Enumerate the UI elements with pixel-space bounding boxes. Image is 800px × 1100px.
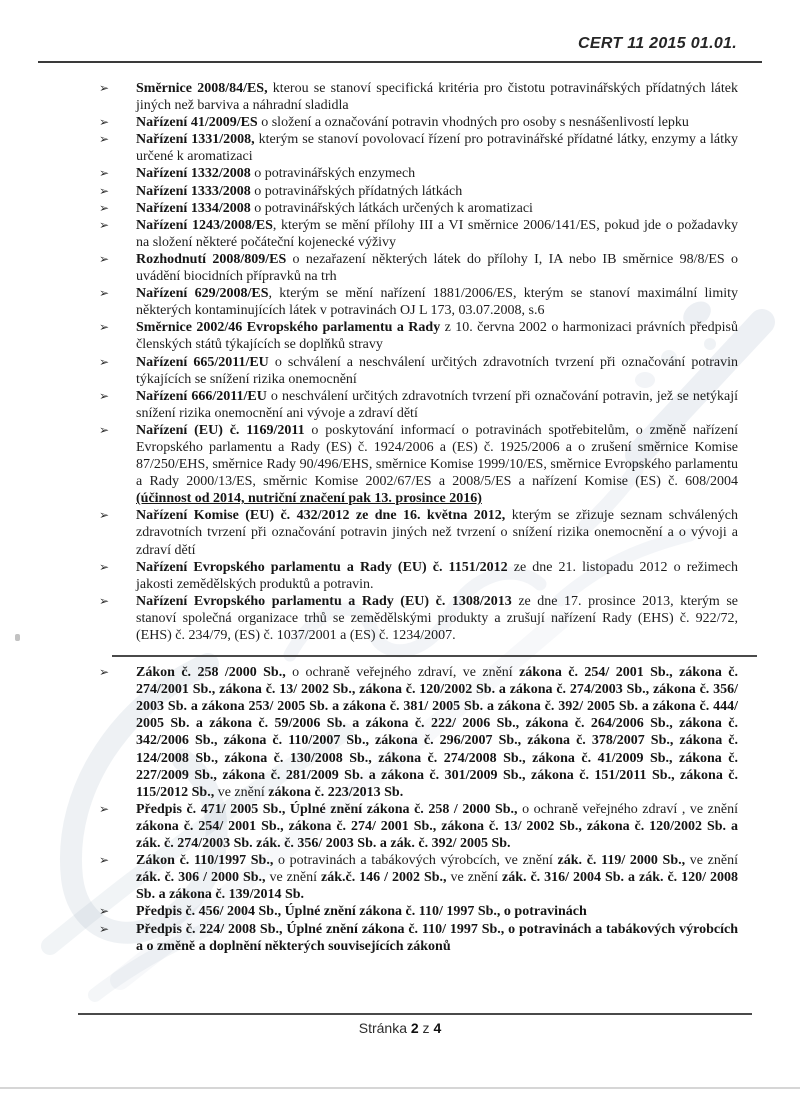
bullet-arrow-icon: ➢ [99,115,110,130]
text-run: zák.č. 146 / 2002 Sb., [320,870,447,886]
text-run: o potravinářských enzymech [250,166,416,182]
bullet-arrow-icon: ➢ [99,853,110,868]
section-divider-rule [112,655,757,657]
text-run: Nařízení Evropského parlamentu a Rady (EU) č. 1308/2013 [136,593,512,609]
footer-rule [78,1013,752,1015]
text-run: o neschválení určitých zdravotních tvrzení při označování potravin, jež se netýkají snížení rizika onemocnění ani vývoje a zdraví dětí [136,388,738,421]
text-run: 4 [433,1020,442,1036]
text-run: Směrnice 2008/84/ES, [136,81,268,96]
text-run: Nařízení Evropského parlamentu a Rady (EU) č. 1151/2012 [136,559,508,575]
bullet-arrow-icon: ➢ [99,354,110,369]
bullet-arrow-icon: ➢ [99,388,110,403]
text-run: ze dne 17. prosince 2013, kterým se stanoví společná organizace trhů se zemědělskými produkty a zrušují nařízení Rady (EHS) č. 922/72, (EHS) č. 234/79, (ES) č. 1037/2001 a (ES) č. 1234/2007. [136,593,738,643]
text-run: Stránka [358,1020,411,1036]
list-item [97,559,738,593]
list-item [97,664,738,801]
list-item [97,388,738,422]
list-item [97,80,738,114]
bullet-arrow-icon: ➢ [99,166,110,181]
text-run: o ochraně veřejného zdraví , ve znění [517,801,738,817]
text-run: ve znění [265,870,321,886]
text-run: Nařízení 41/2009/ES [136,115,258,131]
bullet-arrow-icon: ➢ [99,921,110,936]
text-run: Nařízení (EU) č. 1169/2011 [136,422,305,438]
list-item [97,114,738,131]
list-item [97,852,738,903]
bullet-arrow-icon: ➢ [99,132,110,147]
list-item [97,251,738,285]
bullet-arrow-icon: ➢ [99,559,110,574]
text-run: Nařízení 1334/2008 [136,200,251,216]
list-item [97,200,738,217]
text-run: ve znění [685,853,738,869]
list-item [97,801,738,852]
bullet-arrow-icon: ➢ [99,593,110,608]
list-item [97,507,738,558]
list-item [97,319,738,353]
text-run: kterým se zřizuje seznam schválených zdravotních tvrzení při označování potravin jiných než tvrzení o snížení rizika onemocnění a o vývoji a zdraví dětí [136,508,738,558]
text-run: zák. č. 119/ 2000 Sb., [557,853,686,869]
bullet-arrow-icon: ➢ [99,422,110,437]
list-item [97,217,738,251]
text-run: Nařízení 1331/2008, [136,132,255,148]
scan-edge-shadow [0,1087,800,1089]
text-run: Předpis č. 224/ 2008 Sb., Úplné znění zákona č. 110/ 1997 Sb., o potravinách a tabákových výrobcích a o změně a doplnění některých souvisejících zákonů [136,921,738,954]
text-run: zákona č. 223/2013 Sb. [268,784,404,800]
text-run: kterým se stanoví povolovací řízení pro potravinářské přídatné látky, enzymy a látky určené k aromatizaci [136,132,738,165]
text-run: z 10. června 2002 o harmonizaci právních předpisů členských států týkajících se doplňků stravy [136,320,738,353]
text-run: zák. č. 316/ 2004 Sb. a zák. č. 120/ 2008 Sb. a zákona č. 139/2014 Sb. [136,870,739,903]
text-run: Nařízení 1332/2008 [136,166,251,182]
text-run: o ochraně veřejného zdraví, ve znění [285,665,520,681]
text-run: Předpis č. 456/ 2004 Sb., Úplné znění zákona č. 110/ 1997 Sb., o potravinách [136,904,587,920]
text-run: o složení a označování potravin vhodných pro osoby s nesnášenlivostí lepku [257,115,689,131]
text-run: zákona č. 254/ 2001 Sb., zákona č. 274/2001 Sb., zákona č. 13/ 2002 Sb., zákona č. 120/2002 Sb. a zákona č. 274/2003 Sb., zákona č. 356/ 2003 Sb. a zákona 253/ 2005 Sb. a zákona č. 381/ 2005 Sb. a zákona č. 392/ 2005 Sb. a zákona č. 444/ 2005 Sb. a zákona č. 59/2006 Sb. a zákona č. 222/ 2006 Sb., zákona č. 264/2006 Sb., zákona č. 342/2006 Sb., zákona č. 110/2007 Sb., zákona č. 296/2007 Sb., zákona č. 378/2007 Sb., zákona č. 124/2008 Sb., zákona č. 130/2008 Sb., zákona č. 274/2008 Sb., zákona č. 41/2009 Sb., zákona č. 227/2009 Sb., zákona č. 281/2009 Sb. a zákona č. 301/2009 Sb., zákona č. 151/2011 Sb., zákona č. 115/2012 Sb., [136,665,738,800]
list-item [97,183,738,200]
list-item [97,921,738,955]
list-item [97,593,738,644]
text-run: Nařízení 1333/2008 [136,183,251,199]
bullet-arrow-icon: ➢ [99,508,110,523]
list-item [97,903,738,920]
text-run: Nařízení 629/2008/ES [136,286,269,302]
bullet-arrow-icon: ➢ [99,217,110,232]
text-run: Zákon č. 110/1997 Sb., [136,853,274,869]
text-run: ve znění [446,870,502,886]
bullet-arrow-icon: ➢ [99,665,110,680]
text-run: o potravinářských látkách určených k aromatizaci [250,200,533,216]
bullet-arrow-icon: ➢ [99,183,110,198]
text-run: (účinnost od 2014, nutriční značení pak 13. prosince 2016) [136,491,482,507]
list-item [97,165,738,182]
bullet-arrow-icon: ➢ [99,251,110,266]
text-run: kterou se stanoví specifická kritéria pro čistotu potravinářských přídatných látek jiných než barviva a náhradní sladidla [136,81,738,114]
list-item [97,131,738,165]
text-run: Nařízení 665/2011/EU [136,354,269,370]
header-rule [38,61,762,63]
bullet-arrow-icon: ➢ [99,286,110,301]
bullet-arrow-icon: ➢ [99,200,110,215]
text-run: , kterým se mění přílohy III a VI směrnice 2006/141/ES, pokud jde o požadavky na složení některé počáteční kojenecké výživy [136,217,738,250]
text-run: o poskytování informací o potravinách spotřebitelům, o změně nařízení Evropského parlamentu a Rady (ES) č. 1924/2006 a (ES) č. 1925/2006 a o zrušení směrnice Komise 87/250/EHS, směrnice Rady 90/496/EHS, směrnice Komise 1999/10/ES, směrnice Evropského parlamentu a Rady 2000/13/ES, směrnic Komise 2002/67/ES a 2008/5/ES a nařízení Komise (ES) č. 608/2004 [136,422,739,490]
bullet-arrow-icon: ➢ [99,801,110,816]
text-run: z [418,1020,434,1036]
text-run: Směrnice 2002/46 Evropského parlamentu a Rady [136,320,441,336]
text-run: Zákon č. 258 /2000 Sb., [136,665,286,681]
text-run: zák. č. 306 / 2000 Sb., [136,870,266,886]
text-run: o potravinářských přídatných látkách [250,183,463,199]
document-code: CERT 11 2015 01.01. [578,35,737,52]
text-run: o potravinách a tabákových výrobcích, ve znění [273,853,558,869]
page-number [0,1020,800,1036]
text-run: Nařízení Komise (EU) č. 432/2012 ze dne 16. května 2012, [136,508,506,524]
text-run: Rozhodnutí 2008/809/ES [136,251,287,267]
text-run: 2 [410,1020,419,1036]
text-run: zákona č. 254/ 2001 Sb., zákona č. 274/ 2001 Sb., zákona č. 13/ 2002 Sb., zákona č. 120/2002 Sb. a zák. č. 274/2003 Sb. zák. č. 356/ 2003 Sb. a zák. č. 392/ 2005 Sb. [136,818,738,852]
text-run: ze dne 21. listopadu 2012 o režimech jakosti zemědělských produktů a potravin. [136,559,738,592]
list-item [97,285,738,319]
text-run: Nařízení 666/2011/EU [136,388,267,404]
text-run: ve znění [214,784,269,800]
scan-speck [15,634,20,641]
text-run: Předpis č. 471/ 2005 Sb., Úplné znění zákona č. 258 / 2000 Sb., [136,801,518,817]
text-run: o schválení a neschválení určitých zdravotních tvrzení při označování potravin týkajících se snížení rizika onemocnění [136,354,738,387]
text-run: , kterým se mění nařízení 1881/2006/ES, kterým se stanoví maximální limity některých kontaminujících látek v potravinách OJ L 173, 03.07.2008, s.6 [136,286,738,319]
text-run: Nařízení 1243/2008/ES [136,217,273,233]
bullet-arrow-icon: ➢ [99,81,110,95]
bullet-arrow-icon: ➢ [99,320,110,335]
regulation-list [97,80,738,955]
list-item [97,422,738,507]
bullet-arrow-icon: ➢ [99,904,110,919]
text-run: o nezařazení některých látek do přílohy I, IA nebo IB směrnice 98/8/ES o uvádění biocidních přípravků na trh [136,251,738,285]
list-item [97,354,738,388]
